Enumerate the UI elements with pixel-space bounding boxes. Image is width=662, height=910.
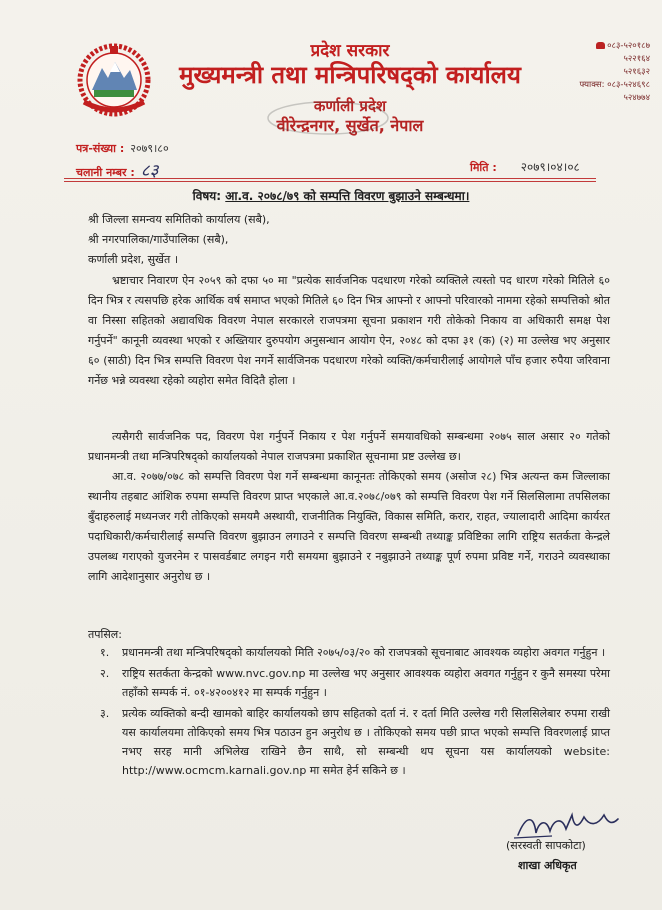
signatory-title: शाखा अधिकृत [518, 859, 577, 872]
signatory-name: (सरस्वती सापकोटा) [506, 839, 586, 852]
recipient-item: श्री जिल्ला समन्वय समितिको कार्यालय (सबै), [88, 213, 270, 226]
annex-label: तपसिल: [88, 628, 122, 641]
header-office-name: मुख्यमन्त्री तथा मन्त्रिपरिषद्को कार्यालय [179, 61, 521, 89]
faint-stamp-icon [248, 98, 408, 138]
body-paragraph-2: त्यसैगरी सार्वजनिक पद, विवरण पेश गर्नुपर्ने निकाय र पेश गर्नुपर्ने समयावधिको सम्बन्धमा २०७५ साल असार २० गतेको प्रधानमन्त्री तथा मन्त्रिपरिषद्को कार्यालयको नेपाल राजपत्रमा प्रकाशित सूचनामा प्रष्ट उल्लेख छ। [88, 430, 610, 463]
contact-fax-1: फ्याक्स: ०८३-५२४६९८ [579, 80, 650, 90]
contact-phone-2: ५२२१६४ [623, 54, 650, 64]
recipient-item: श्री नगरपालिका/गाउँपालिका (सबै), [88, 233, 229, 246]
contact-phone-3: ५२१६३२ [623, 67, 650, 77]
header-government: प्रदेश सरकार [310, 41, 390, 61]
annex-item: ३. प्रत्येक व्यक्तिको बन्दी खामको बाहिर कार्यालयको छाप सहितको दर्ता नं. र दर्ता मिति उल्लेख गरी सिलसिलेबार रुपमा राखी यस कार्यालयमा तोकिएको समय भित्र पठाउन हुन अनुरोध छ । तोकिएको समय पछी प्राप्त भएको सम्पत्ति विवरणलाई प्राप्त नभए सरह मानी अभिलेख राखिने छैन साथै, सो सम्बन्धी थप सूचना यस कार्यालयको website: http://www.ocmcm.karnali.gov.np मा समेत हेर्न सकिने छ । [100, 707, 610, 777]
body-paragraph-3: आ.व. २०७७/०७८ को सम्पत्ति विवरण पेश गर्ने सम्बन्धमा कानूनतः तोकिएको समय (असोज २८) भित्र अत्यन्त कम जिल्लाका स्थानीय तहबाट आंशिक रुपमा सम्पत्ति विवरण प्राप्त भएकाले आ.व.२०७८/०७९ को सम्पत्ति विवरण पेश गर्ने सिलसिलामा तपसिलका बुँदाहरुलाई मध्यनजर गरी तोकिएको समयमै अस्थायी, राजनीतिक नियुक्ति, विकास समिति, करार, राहत, ज्यालादारी आदिमा कार्यरत पदाधिकारी/कर्मचारीलाई सम्पत्ति विवरण बुझाउन लगाउने र सम्पत्ति विवरण सम्बन्धी तथ्याङ्क प्रविष्टिका लागि राष्ट्रिय सतर्कता केन्द्रले उपलब्ध गराएको युजरनेम र पासवर्डबाट लगइन गरी समयमा बुझाउने र नबुझाउने तथ्याङ्क पूर्ण रुपमा प्रविष्ट गर्ने, गराउने व्यवस्थाका लागि आदेशानुसार अनुरोध छ । [88, 470, 610, 583]
nepal-emblem-icon [74, 40, 154, 118]
annex-item: १. प्रधानमन्त्री तथा मन्त्रिपरिषद्को कार्यालयको मिति २०७५/०३/२० को राजपत्रको सूचनाबाट आवश्यक व्यहोरा अवगत गर्नुहुन । [100, 646, 606, 659]
annex-list [100, 643, 610, 782]
header-divider-thin [64, 181, 596, 182]
annex-item: २. राष्ट्रिय सतर्कता केन्द्रको www.nvc.gov.np मा उल्लेख भए अनुसार आवश्यक व्यहोरा अवगत गर्नुहुन र कुनै समस्या परेमा तहाँको सम्पर्क नं. ०१-४२००४१२ मा सम्पर्क गर्नुहुन । [100, 667, 610, 699]
header-divider [64, 178, 596, 179]
dispatch-number: चलानी नम्बर : ८३ [76, 161, 159, 181]
letter-date: मिति : २०७९।०४।०८ [470, 160, 580, 174]
subject-line: विषय: आ.व. २०७८/७९ को सम्पत्ति विवरण बुझाउने सम्बन्धमा। [192, 189, 470, 203]
body-paragraph-1: भ्रष्टाचार निवारण ऐन २०५९ को दफा ५० मा "प्रत्येक सार्वजनिक पदधारण गरेको व्यक्तिले त्यस्तो पद धारण गरेको मितिले ६० दिन भित्र र त्यसपछि हरेक आर्थिक वर्ष समाप्त भएको मितिले ६० दिन भित्र आफ्नो र आफ्नो परिवारको नाममा रहेको सम्पत्तिको श्रोत वा निस्सा सहितको अद्यावधिक विवरण नेपाल सरकारले राजपत्रमा सूचना प्रकाशन गरी तोकेको निकाय वा अधिकारी समक्ष पेश गर्नुपर्ने" कानूनी व्यवस्था भएको र अख्तियार दुरुपयोग अनुसन्धान आयोग ऐन, २०४८ को दफा ३१ (क) (२) मा उल्लेख भए अनुसार ६० (साठी) दिन भित्र सम्पत्ति विवरण पेश नगर्ने सार्वजिनक पदधारण गरेको व्यक्ति/कर्मचारीलाई आयोगले पाँच हजार रुपैया जरिवाना गर्नेछ भन्ने व्यवस्था रहेको व्यहोरा समेत विदितै होला । [88, 274, 610, 387]
contact-phone-1: ०८३-५२०१८७ [522, 40, 650, 53]
contact-fax-2: ५२४७७४ [623, 93, 650, 103]
recipient-list [88, 210, 270, 270]
header-address: वीरेन्द्रनगर, सुर्खेत, नेपाल [276, 116, 424, 135]
phone-icon [596, 42, 605, 49]
ref-number: पत्र-संख्या : २०७९।८० [76, 142, 169, 155]
contact-block [522, 40, 650, 105]
recipient-item: कर्णाली प्रदेश, सुर्खेत । [88, 253, 178, 266]
header-province: कर्णाली प्रदेश [313, 97, 387, 115]
